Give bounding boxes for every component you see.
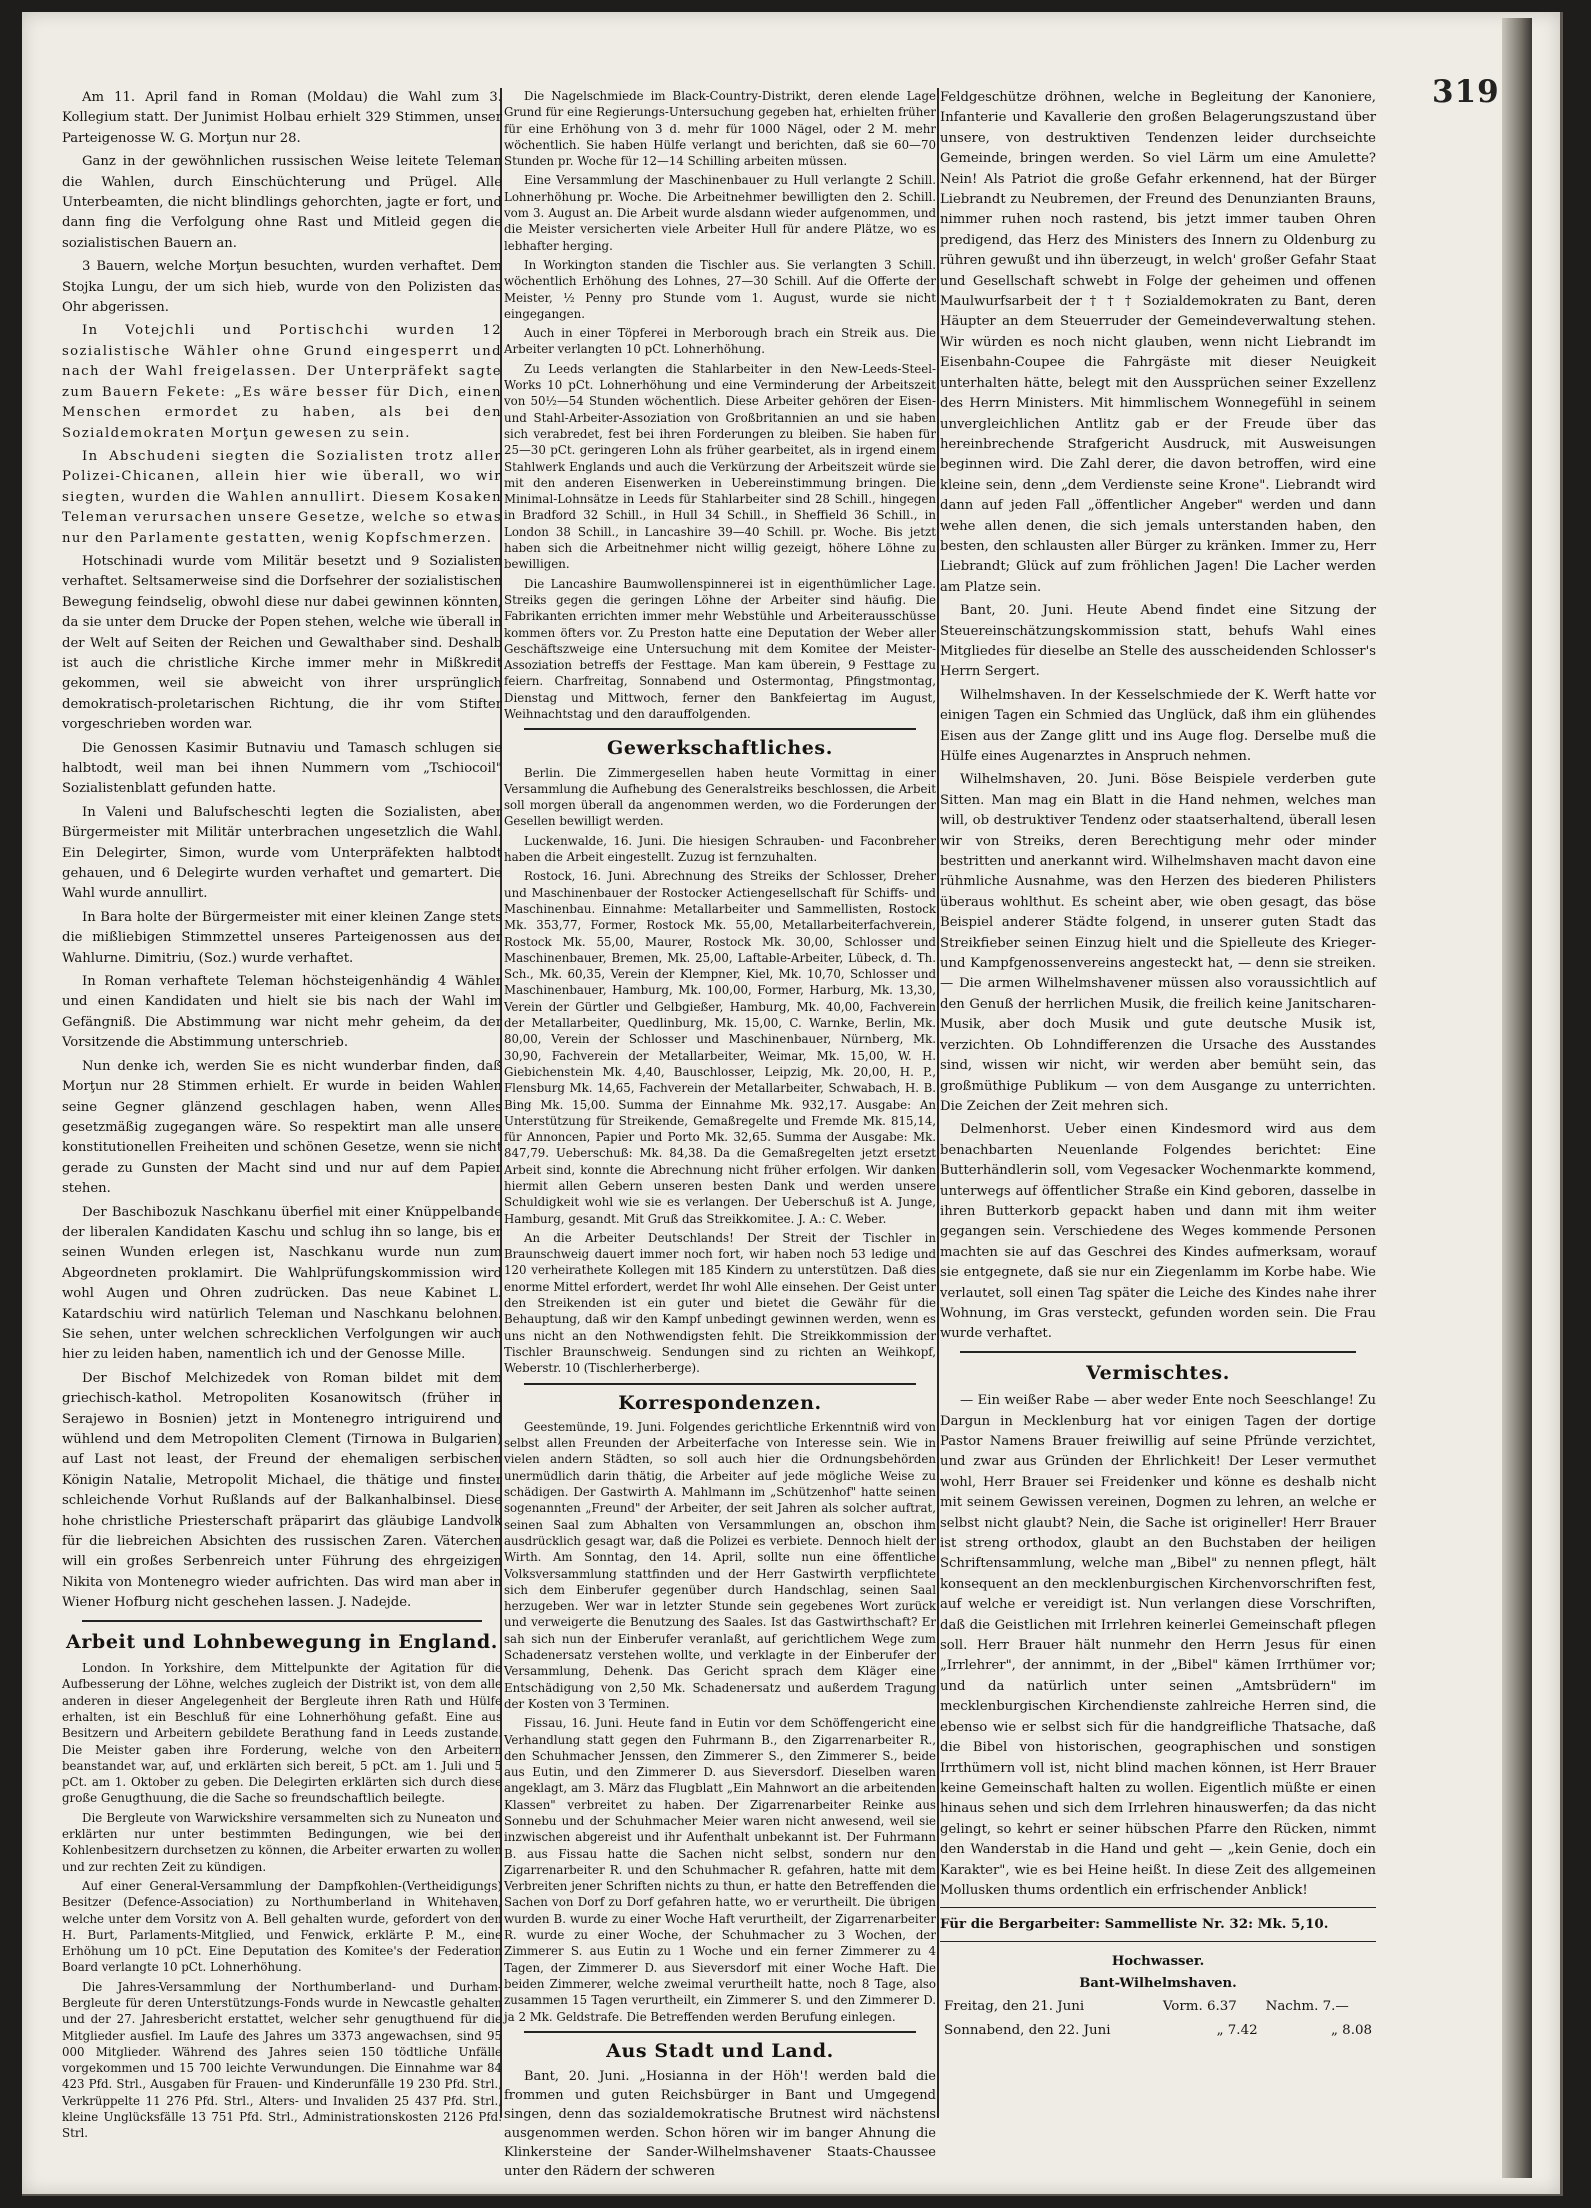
section-heading-england: Arbeit und Lohnbewegung in England. <box>65 1630 499 1653</box>
article-paragraph: Am 11. April fand in Roman (Moldau) die Wahl zum 3. Kollegium statt. Der Junimist Holbau erhielt 329 Stimmen, unser Parteigenosse W. G. Morţun nur 28. <box>62 90 502 146</box>
tide-place: Bant-Wilhelmshaven. <box>1079 1976 1237 1992</box>
article-paragraph: 3 Bauern, welche Morţun besuchten, wurden verhaftet. Dem Stojka Lungu, der um sich hieb, wurde von den Polizisten das Ohr abgerissen. <box>62 259 502 316</box>
article-paragraph: Rostock, 16. Juni. Abrechnung des Streiks der Schlosser, Dreher und Maschinenbauer der Rostocker Actiengesellschaft für Schiffs- und Maschinenbau. Einnahme: Metallarbeiter und Sammellisten, Rostock Mk. 353,77, Former, Rostock Mk. 55,00, Metallarbeiterfachverein, Rostock Mk. 55,00, Maurer, Rostock Mk. 30,00, Schlosser und Maschinenbauer, Bremen, Mk. 25,00, Laftable-Arbeiter, Lübeck, d. Th. Sch., Mk. 60,35, Verein der Klempner, Kiel, Mk. 10,70, Schlosser und Maschinenbauer, Hamburg, Mk. 100,00, Former, Harburg, Mk. 13,30, Verein der Gürtler und Gelbgießer, Hamburg, Mk. 40,00, Fachverein der Metallarbeiter, Quedlinburg, Mk. 15,00, C. Warnke, Berlin, Mk. 80,00, Verein der Schlosser und Maschinenbauer, Nürnberg, Mk. 30,90, Fachverein der Metallarbeiter, Weimar, Mk. 15,00, W. H. Giebichenstein Mk. 4,40, Bauschlosser, Leipzig, Mk. 20,00, H. P., Flensburg Mk. 14,65, Fachverein der Metallarbeiter, Schwabach, H. B. Bing Mk. 15,00. Summa der Einnahme Mk. 932,17. Ausgabe: An Unterstützung für Streikende, Gemaßregelte und Fremde Mk. 815,14, für Annoncen, Papier und Porto Mk. 32,65. Summa der Ausgabe: Mk. 847,79. Ueberschuß: Mk. 84,38. Da die Gemaßregelten jetzt ersetzt Arbeit sind, konnte die Abrechnung nicht früher erfolgen. Wir danken hiermit allen Gebern unseren besten Dank und werden unsere Schuldigkeit wohl wie sie es verlangen. Der Ueberschuß ist A. Junge, Hamburg, gesandt. Mit Gruß das Streikkomitee. J. A.: C. Weber. <box>504 869 936 1226</box>
section-divider <box>524 2031 916 2033</box>
article-paragraph: Eine Versammlung der Maschinenbauer zu Hull verlangte 2 Schill. Lohnerhöhung pr. Woche. Die Arbeitnehmer bewilligten den 2. Schill. vom 3. August an. Die Arbeit wurde alsdann wieder aufgenommen, und die Meister versicherten viele Arbeiter Hull für andere Plätze, wo es lebhafter herging. <box>504 173 936 253</box>
article-paragraph: Feldgeschütze dröhnen, welche in Begleitung der Kanoniere, Infanterie und Kavallerie den großen Belagerungszustand über unsere, von destruktiven Tendenzen leider durchseichte Gemeinde, bringen werden. So viel Lärm um eine Amulette? Nein! Als Patriot die große Gefahr erkennend, hat der Bürger Liebrandt zu Neubremen, der Freund des Denunzianten Brauns, nimmer ruhen noch rastend, bis jetzt immer tauben Ohren predigend, das Herz des Ministers des Innern zu Oldenburg zu rühren gewußt und ihn überzeugt, in welch' großer Gefahr Staat und Gesellschaft schwebt in Folge der geheimen und offenen Maulwurfsarbeit der † † † Sozialdemokraten zu Bant, deren Häupter an dem Steuerruder der Gemeindeverwaltung stehen. Wir würden es noch nicht glauben, wenn nicht Liebrandt im Eisenbahn-Coupee die Fahrgäste mit dieser Neuigkeit unterhalten hätte, belegt mit den Aussprüchen seiner Exzellenz des Herrn Ministers. Mit himmlischem Wonnegefühl in seinem unvergleichlichen Antlitz gab er der Freude über das hereinbrechende Strafgericht Ausdruck, mit Ausweisungen beginnen wird. Die Zahl derer, die davon betroffen, wird eine kleine sein, denn „dem Verdienste seine Krone". Liebrandt wird dann auf jeden Fall „öffentlicher Angeber" werden und dann wehe allen denen, die sich jemals unterstanden haben, den besten, den schlausten aller Bürger zu kränken. Immer zu, Herr Liebrandt; Glück auf zum fröhlichen Jagen! Die Lacher werden am Platze sein. <box>940 90 1376 595</box>
article-paragraph: In Votejchli und Portischchi wurden 12 sozialistische Wähler ohne Grund eingesperrt und nach der Wahl freigelassen. Der Unterpräfekt sagte zum Bauern Fekete: „Es wäre besser für Dich, einen Menschen ermordet zu haben, als bei den Sozialdemokraten Morţun gewesen zu sein. <box>62 323 502 441</box>
article-paragraph: Berlin. Die Zimmergesellen haben heute Vormittag in einer Versammlung die Aufhebung des Generalstreiks beschlossen, die Arbeit soll morgen überall da angenommen werden, wo die Forderungen der Gesellen bewilligt werden. <box>504 765 936 829</box>
article-paragraph: In Roman verhaftete Teleman höchsteigenhändig 4 Wähler und einen Kandidaten und hielt sie bis nach der Wahl im Gefängniß. Die Abstimmung war nicht mehr geheim, da der Vorsitzende die Abstimmung unterschrieb. <box>62 974 502 1051</box>
tide-morning: „ 7.42 <box>1216 2022 1258 2038</box>
table-row <box>940 1995 1376 2019</box>
tide-afternoon: Nachm. 7.— <box>1265 1998 1349 2014</box>
column-1 <box>62 88 502 2141</box>
section-divider <box>524 728 916 730</box>
article-paragraph: Die Genossen Kasimir Butnaviu und Tamasch schlugen sie halbtodt, weil man bei ihnen Nummern vom „Tschiocoil" Sozialistenblatt gefunden hatte. <box>62 740 502 797</box>
article-paragraph: In Abschudeni siegten die Sozialisten trotz aller Polizei-Chicanen, allein hier wie überall, wo wir siegten, wurden die Wahlen annullirt. Diesem Kosaken Teleman verursachen unsere Gesetze, welche so etwas nur den Parlamente gestatten, wenig Kopfschmerzen. <box>62 448 502 546</box>
article-paragraph: Auf einer General-Versammlung der Dampfkohlen-(Vertheidigungs) Besitzer (Defence-Association) zu Northumberland in Whitehaven, welche unter dem Vorsitz von A. Bell gehalten wurde, gefordert von den H. Burt, Parlaments-Mitglied, und Fenwick, erklärte P. M., eine Erhöhung um 10 pCt. Eine Deputation des Komitee's der Federation Board verlangte 10 pCt. Lohnerhöhung. <box>62 1878 502 1975</box>
tide-table <box>940 1995 1376 2044</box>
article-paragraph: Luckenwalde, 16. Juni. Die hiesigen Schrauben- und Faconbreher haben die Arbeit eingestellt. Zuzug ist fernzuhalten. <box>504 833 936 865</box>
binding-edge <box>1502 18 1532 2178</box>
column-3 <box>940 88 1376 2128</box>
tide-day: Sonnabend, den 22. Juni <box>944 2022 1111 2038</box>
article-paragraph: Die Jahres-Versammlung der Northumberland- und Durham-Bergleute für deren Unterstützungs-Fonds wurde in Newcastle gehalten und der 27. Jahresbericht erstattet, welcher sehr genugthuend für die Mitglieder ausfiel. Im Laufe des Jahres um 3373 angewachsen, sind 95 000 Mitglieder. Während des Jahres seien 150 tödtliche Unfälle vorgekommen und 15 700 leichte Verwundungen. Die Einnahme war 84 423 Pfd. Strl., Ausgaben für Frauen- und Kinderunfälle 19 230 Pfd. Strl., Verkrüppelte 11 276 Pfd. Strl., Alters- und Invaliden 25 437 Pfd. Strl., kleine Unglücksfälle 13 751 Pfd. Strl., Administrationskosten 2126 Pfd. Strl. <box>62 1979 502 2141</box>
tide-title: Hochwasser. <box>1111 1953 1205 1969</box>
page-number: 319 <box>1432 74 1500 110</box>
article-paragraph: In Valeni und Balufscheschti legten die Sozialisten, aber Bürgermeister mit Militär unterbrachen ungesetzlich die Wahl. Ein Delegirter, Simon, wurde vom Unterpräfekten halbtodt gehauen, und 6 Delegirte wurden verhaftet und gemartert. Die Wahl wurde annullirt. <box>62 804 502 902</box>
article-paragraph: Auch in einer Töpferei in Merborough brach ein Streik aus. Die Arbeiter verlangten 10 pCt. Lohnerhöhung. <box>504 326 936 357</box>
section-heading-vermischtes: Vermischtes. <box>1086 1361 1230 1384</box>
article-paragraph: Geestemünde, 19. Juni. Folgendes gerichtliche Erkenntniß wird von selbst allen Freunden der Arbeiterfache von Interesse sein. Wie in vielen andern Städten, so soll auch hier die Ordnungsbehörden unermüdlich darin thätig, die Arbeiter auf jede mögliche Weise zu schädigen. Der Gastwirth A. Mahlmann im „Schützenhof" hatte seinen sogenannten „Freund" der Arbeiter, der seit Jahren als solcher auftrat, seinen Saal zum Abhalten von Versammlungen an, obschon ihm ausdrücklich gesagt war, daß die Polizei es verbiete. Dennoch hielt der Wirth. Am Sonntag, den 14. April, sollte nun eine öffentliche Volksversammlung stattfinden und der Herr Gastwirth verpflichtete sich dem Einberufer gegenüber durch Handschlag, seinen Saal herzugeben. Wer war in letzter Stunde sein gegebenes Wort zurück und verweigerte die Benutzung des Saales. Ist das Gastwirthschaft? Er sah sich nun der Einberufer veranlaßt, auf gerichtlichem Wege zum Schadenersatz verstehen wollte, und verklagte in der Einberufer der Versammlung, Dehenk. Das Gericht sprach dem Kläger eine Entschädigung von 2,50 Mk. Schadenersatz und außerdem Tragung der Kosten von 3 Terminen. <box>504 1419 936 1711</box>
article-paragraph: Die Bergleute von Warwickshire versammelten sich zu Nuneaton und erklärten nur unter bestimmten Bedingungen, wie bei den Kohlenbesitzern durchsetzen zu können, die Arbeiter erwarten zu wollen und zur rechten Zeit zu kündigen. <box>62 1810 502 1874</box>
article-paragraph: Der Bischof Melchizedek von Roman bildet mit dem griechisch-kathol. Metropoliten Kosanowitsch (früher in Serajewo in Bosnien) jetzt in Montenegro intriguirend und wühlend und dem Metropoliten Clement (Tirnowa in Bulgarien) auf Last not least, der Freund der ehemaligen serbischen Königin Natalie, Metropolit Michael, die thätige und finster schleichende Vorhut Rußlands auf der Balkanhalbinsel. Diese hohe christliche Priesterschaft präparirt das gläubige Landvolk für die liebreichen Absichten des russischen Zaren. Väterchen will ein großes Serbenreich unter Führung des ehrgeizigen Nikita von Montenegro wieder aufrichten. Das wird man aber in Wiener Hofburg nicht geschehen lassen. J. Nadejde. <box>62 1370 502 1611</box>
table-row <box>940 2019 1376 2043</box>
article-paragraph: Delmenhorst. Ueber einen Kindesmord wird aus dem benachbarten Neuenlande Folgendes berichtet: Eine Butterhändlerin soll, vom Vegesacker Wochenmarkte kommend, unterwegs auf öffentlicher Straße ein Kind geboren, dasselbe in ihren Butterkorb gepackt haben und dann mit ihm weiter gegangen sein. Verschiedene des Weges kommende Personen machten sie auf das Geschrei des Kindes aufmerksam, worauf sie entgegnete, daß sie nur ein Ziegenlamm im Korbe habe. Wie verlautet, soll einen Tag später die Leiche des Kindes nahe ihrer Wohnung, im Gras versteckt, gefunden worden sein. Die Frau wurde verhaftet. <box>940 1122 1376 1342</box>
article-paragraph: Bant, 20. Juni. „Hosianna in der Höh'! werden bald die frommen und guten Reichsbürger in Bant und Umgegend singen, denn das sozialdemokratische Brutnest wird nächstens ausgenommen werden. Schon hören wir im banger Ahnung die Klinkersteine der Sander-Wilhelmshavener Staats-Chaussee unter den Rädern der schweren <box>504 2069 936 2180</box>
article-paragraph: Zu Leeds verlangten die Stahlarbeiter in den New-Leeds-Steel-Works 10 pCt. Lohnerhöhung und eine Verminderung der Arbeitszeit von 50½—54 Stunden wöchentlich. Diese Arbeiter gehören der Eisen- und Stahl-Arbeiter-Assoziation von Großbritannien an und sie haben sich verabredet, fest bei ihren Forderungen zu bleiben. Sie haben für 25—30 pCt. geringeren Lohn als früher gearbeitet, als in irgend einem Stahlwerk Englands und auch die Verkürzung der Arbeitszeit würde sie mit den anderen Eisenwerken in Uebereinstimmung bringen. Die Minimal-Lohnsätze in Leeds für Stahlarbeiter sind 28 Schill., hingegen in Bradford 32 Schill., in Hull 34 Schill., in Sheffield 36 Schill., in London 38 Schill., in Lancashire 39—40 Schill. pr. Woche. Bis jetzt haben sich die Arbeitnehmer nicht willig gezeigt, höhere Löhne zu bewilligen. <box>504 361 936 572</box>
article-paragraph: Wilhelmshaven. In der Kesselschmiede der K. Werft hatte vor einigen Tagen ein Schmied das Unglück, daß ihm ein glühendes Eisen aus der Zange glitt und ins Auge flog. Derselbe muß die Hülfe eines Augenarztes in Anspruch nehmen. <box>940 687 1376 764</box>
article-paragraph: Fissau, 16. Juni. Heute fand in Eutin vor dem Schöffengericht eine Verhandlung statt gegen den Fuhrmann B., den Zigarrenarbeiter R., den Schuhmacher Jenssen, den Zimmerer S., den Zimmerer S., beide aus Eutin, und den Zimmerer D. aus Sieversdorf. Dieselben waren angeklagt, am 3. März das Flugblatt „Ein Mahnwort an die arbeitenden Klassen" verbreitet zu haben. Der Zigarrenarbeiter Reinke aus Sonnebu und der Schuhmacher Meier waren nicht anwesend, weil sie inzwischen abgereist und ihr Aufenthalt unbekannt ist. Der Fuhrmann B. aus Fissau hatte die Sachen nicht selbst, sondern nur den Zigarrenarbeiter R. und den Schuhmacher R. gefahren, hatte mit dem Verbreiten jener Schriften nichts zu thun, er hatte den Betreffenden die Sachen von Dorf zu Dorf gefahren hatte, wo er verurtheilt. Die übrigen wurden B. wurde zu einer Woche Haft verurtheilt, der Zigarrenarbeiter R. wurde zu einer Woche, der Schuhmacher zu 3 Wochen, der Zimmerer S. aus Eutin zu 1 Woche und ein ferner Zimmerer zu 4 Tagen, der Zimmerer D. aus Sieversdorf mit einer Woche Haft. Die beiden Zimmerer, welche zweimal verurtheilt hatte, noch 8 Tage, also zusammen 15 Tagen verurtheilt, ein Zimmerer S. und den Zimmerer D. ja 2 Mk. Geldstrafe. Die Betreffenden werden Berufung einlegen. <box>504 1716 936 2024</box>
article-paragraph: Der Baschibozuk Naschkanu überfiel mit einer Knüppelbande der liberalen Kandidaten Kaschu und schlug ihn so lange, bis er seinen Wunden erlegen ist, Naschkanu wurde nun zum Abgeordneten proklamirt. Die Wahlprüfungskommission wird wohl Augen und Ohren zudrücken. Das neue Kabinet L. Katardschiu wird natürlich Teleman und Naschkanu belohnen. Sie sehen, unter welchen schrecklichen Verfolgungen wir auch hier zu leiden haben, namentlich ich und der Genosse Mille. <box>62 1204 502 1363</box>
article-paragraph: Hotschinadi wurde vom Militär besetzt und 9 Sozialisten verhaftet. Seltsamerweise sind die Dorfsehrer der sozialistischen Bewegung feindselig, obwohl diese nur dabei gewinnen könnten, da sie unter dem Drucke der Popen stehen, welche wie überall in der Welt auf Seiten der Reichen und Gewalthaber sind. Deshalb ist auch die christliche Kirche immer mehr in Mißkredit gekommen, weil sie abweicht von ihrer ursprünglich demokratisch-proletarischen Richtung, die ihr vom Stifter vorgeschrieben worden war. <box>62 553 502 733</box>
column-rule-2 <box>937 88 939 2118</box>
section-heading-stadt-land: Aus Stadt und Land. <box>606 2039 834 2062</box>
article-paragraph: London. In Yorkshire, dem Mittelpunkte der Agitation für die Aufbesserung der Löhne, welches zugleich der Distrikt ist, von dem alle anderen in dieser Angelegenheit der Bergleute ihren Rath und Hülfe erhalten, ist ein Beschluß für eine Lohnerhöhung gefaßt. Eine aus Besitzern und Arbeitern gebildete Berathung fand in Leeds zustande. Die Meister gaben ihre Forderung, welche von den Arbeitern beanstandet war, auf, und erklärten sich bereit, 5 pCt. am 1. Juli und 5 pCt. am 1. Oktober zu geben. Die Delegirten erklärten sich durch diese große Genugthuung, die die Sache so freundschaftlich beilegte. <box>62 1661 502 1806</box>
article-paragraph: Die Lancashire Baumwollenspinnerei ist in eigenthümlicher Lage. Streiks gegen die geringen Löhne der Arbeiter sind häufig. Die Fabrikanten errichten immer mehr Webstühle und Arbeiterausschüsse kommen öfters vor. Zu Preston hatte eine Deputation der Weber aller Geschäftszweige eine Untersuchung mit dem Komitee der Meister-Assoziation betreffs der Festtage. Man kam überein, 9 Festtage zu feiern. Charfreitag, Sonnabend und Ostermontag, Pfingstmontag, Dienstag und Mittwoch, ferner den Bankfeiertag im August, Weihnachtstag und den darauffolgenden. <box>504 576 936 721</box>
bergarbeiter-note: Für die Bergarbeiter: Sammelliste Nr. 32: Mk. 5,10. <box>940 1916 1329 1933</box>
section-divider <box>524 1383 916 1385</box>
article-paragraph: — Ein weißer Rabe — aber weder Ente noch Seeschlange! Zu Dargun in Mecklenburg hat vor einigen Tagen der dortige Pastor Namens Brauer freiwillig auf seine Pfründe verzichtet, und zwar aus Gründen der Ehrlichkeit! Der Leser vermuthet wohl, Herr Brauer sei Freidenker und könne es deshalb nicht mit seinem Gewissen vereinen, Dogmen zu lehren, an welche er selbst nicht glaubt? Nein, die Sache ist origineller! Herr Brauer ist streng orthodox, glaubt an den Buchstaben der heiligen Schriftensammlung, welche man „Bibel" zu nennen pflegt, hält konsequent an den mecklenburgischen Kirchenvorschriften fest, auf welche er vereidigt ist. Nun verlangen diese Vorschriften, daß die Geistlichen mit Irrlehren keinerlei Gemeinschaft pflegen soll. Herr Brauer hält nunmehr den Herrn Jesus für einen „Irrlehrer", der annimmt, in der „Bibel" kämen Irrthümer vor; und da natürlich unter seinen „Amtsbrüdern" im mecklenburgischen Kirchendienste zahlreiche Herren sind, die ebenso wie er selbst sich für die handgreifliche Thatsache, daß die Bibel von historischen, geographischen und sonstigen Irrthümern voll ist, nicht blind machen können, ist Herr Brauer keine Gemeinschaft halten zu wollen. Eigentlich müßte er einen hinaus sehen und sich dem Irrlehren hinauswerfen; da das nicht gelingt, so kehrt er seiner hübschen Pfarre den Rücken, nimmt den Wanderstab in die Hand und geht — „kein Genie, doch ein Karakter", wie es bei Heine heißt. In diese Zeit des allgemeinen Mollusken thums ordentlich ein erfrischender Anblick! <box>940 1393 1376 1898</box>
article-paragraph: In Workington standen die Tischler aus. Sie verlangten 3 Schill. wöchentlich Erhöhung des Lohnes, 27—30 Schill. Auf die Offerte der Meister, ½ Penny pro Stunde vom 1. August, wurde sie nicht eingegangen. <box>504 257 936 321</box>
section-divider <box>82 1620 482 1622</box>
section-heading-korrespondenzen: Korrespondenzen. <box>618 1391 822 1414</box>
article-paragraph: Bant, 20. Juni. Heute Abend findet eine Sitzung der Steuereinschätzungskommission statt, behufs Wahl eines Mitgliedes für dieselbe an Stelle des ausscheidenden Schlosser's Herrn Sergert. <box>940 603 1376 680</box>
section-heading-gewerkschaftliches: Gewerkschaftliches. <box>607 737 833 760</box>
column-2 <box>504 88 936 2180</box>
england-section <box>62 1660 502 2142</box>
section-divider <box>960 1351 1356 1353</box>
article-paragraph: Ganz in der gewöhnlichen russischen Weise leitete Teleman die Wahlen, durch Einschüchterung und Prügel. Alle Unterbeamten, die nicht blindlings gehorchten, jagte er fort, und dann fing die Verfolgung ohne Rast und Mitleid gegen die sozialistischen Bauern an. <box>62 154 502 251</box>
article-paragraph: In Bara holte der Bürgermeister mit einer kleinen Zange stets die mißliebigen Stimmzettel unseres Parteigenossen aus der Wahlurne. Dimitriu, (Soz.) wurde verhaftet. <box>62 909 502 966</box>
article-paragraph: Wilhelmshaven, 20. Juni. Böse Beispiele verderben gute Sitten. Man mag ein Blatt in die Hand nehmen, welches man will, ob destruktiver Tendenz oder staatserhaltend, überall lesen wir von Streiks, deren Berechtigung mehr oder minder bestritten und anerkannt wird. Wilhelmshaven macht davon eine rühmliche Ausnahme, was den Herzen des biederen Philisters überaus wohlthut. Es scheint aber, wie oben gesagt, das böse Beispiel anderer Städte folgend, in unserer guten Stadt das Streikfieber seinen Einzug hielt und die Spielleute des Krieger- und Kampfgenossenvereins angesteckt hat, — denn sie streiken. — Die armen Wilhelmshavener müssen also voraussichtlich auf den Genuß der herrlichen Musik, die freilich keine Janitscharen-Musik, aber doch Musik und gute deutsche Musik ist, verzichten. Ob Lohndifferenzen die Ursache des Ausstandes sind, wissen wir nicht, wir werden aber bemüht sein, das großmüthige Publikum — von dem Ausgange zu unterrichten. Die Zeichen der Zeit mehren sich. <box>940 772 1376 1114</box>
article-paragraph: Nun denke ich, werden Sie es nicht wunderbar finden, daß Morţun nur 28 Stimmen erhielt. Er wurde in beiden Wahlen seine Gegner glänzend geschlagen haben, wenn Alles gesetzmäßig zugegangen wäre. So respektirt man alle unsere konstitutionellen Freiheiten und schönen Gesetze, wenn sie nicht gerade zu Gunsten der Macht sind und nur auf dem Papier stehen. <box>62 1058 502 1197</box>
tide-day: Freitag, den 21. Juni <box>944 1998 1085 2014</box>
article-paragraph: An die Arbeiter Deutschlands! Der Streit der Tischler in Braunschweig dauert immer noch fort, wir haben noch 53 ledige und 120 verheirathete Kollegen mit 185 Kindern zu unterstützen. Daß dies enorme Mittel erfordert, werdet Ihr wohl Alle einsehen. Der Geist unter den Streikenden ist ein guter und bietet die Gewähr für die Behauptung, daß wir den Kampf unbedingt gewinnen werden, wenn es uns nicht an den Nothwendigsten fehlt. Die Streikkommission der Tischler Braunschweig. Sendungen sind zu richten an Weihkopf, Weberstr. 10 (Tischlerherberge). <box>504 1230 936 1376</box>
article-paragraph: Die Nagelschmiede im Black-Country-Distrikt, deren elende Lage Grund für eine Regierungs-Untersuchung gegeben hat, erhielten früher für eine Erhöhung von 3 d. mehr für 1000 Nägel, oder 2 M. mehr wöchentlich. Sie haben Hülfe verlangt und berichten, daß sie 60—70 Stunden pr. Woche für 12—14 Schilling arbeiten müssen. <box>504 89 936 169</box>
tide-afternoon: „ 8.08 <box>1330 2022 1372 2038</box>
tide-morning: Vorm. 6.37 <box>1162 1998 1237 2014</box>
section-divider <box>940 1907 1376 1908</box>
section-divider <box>940 1941 1376 1942</box>
